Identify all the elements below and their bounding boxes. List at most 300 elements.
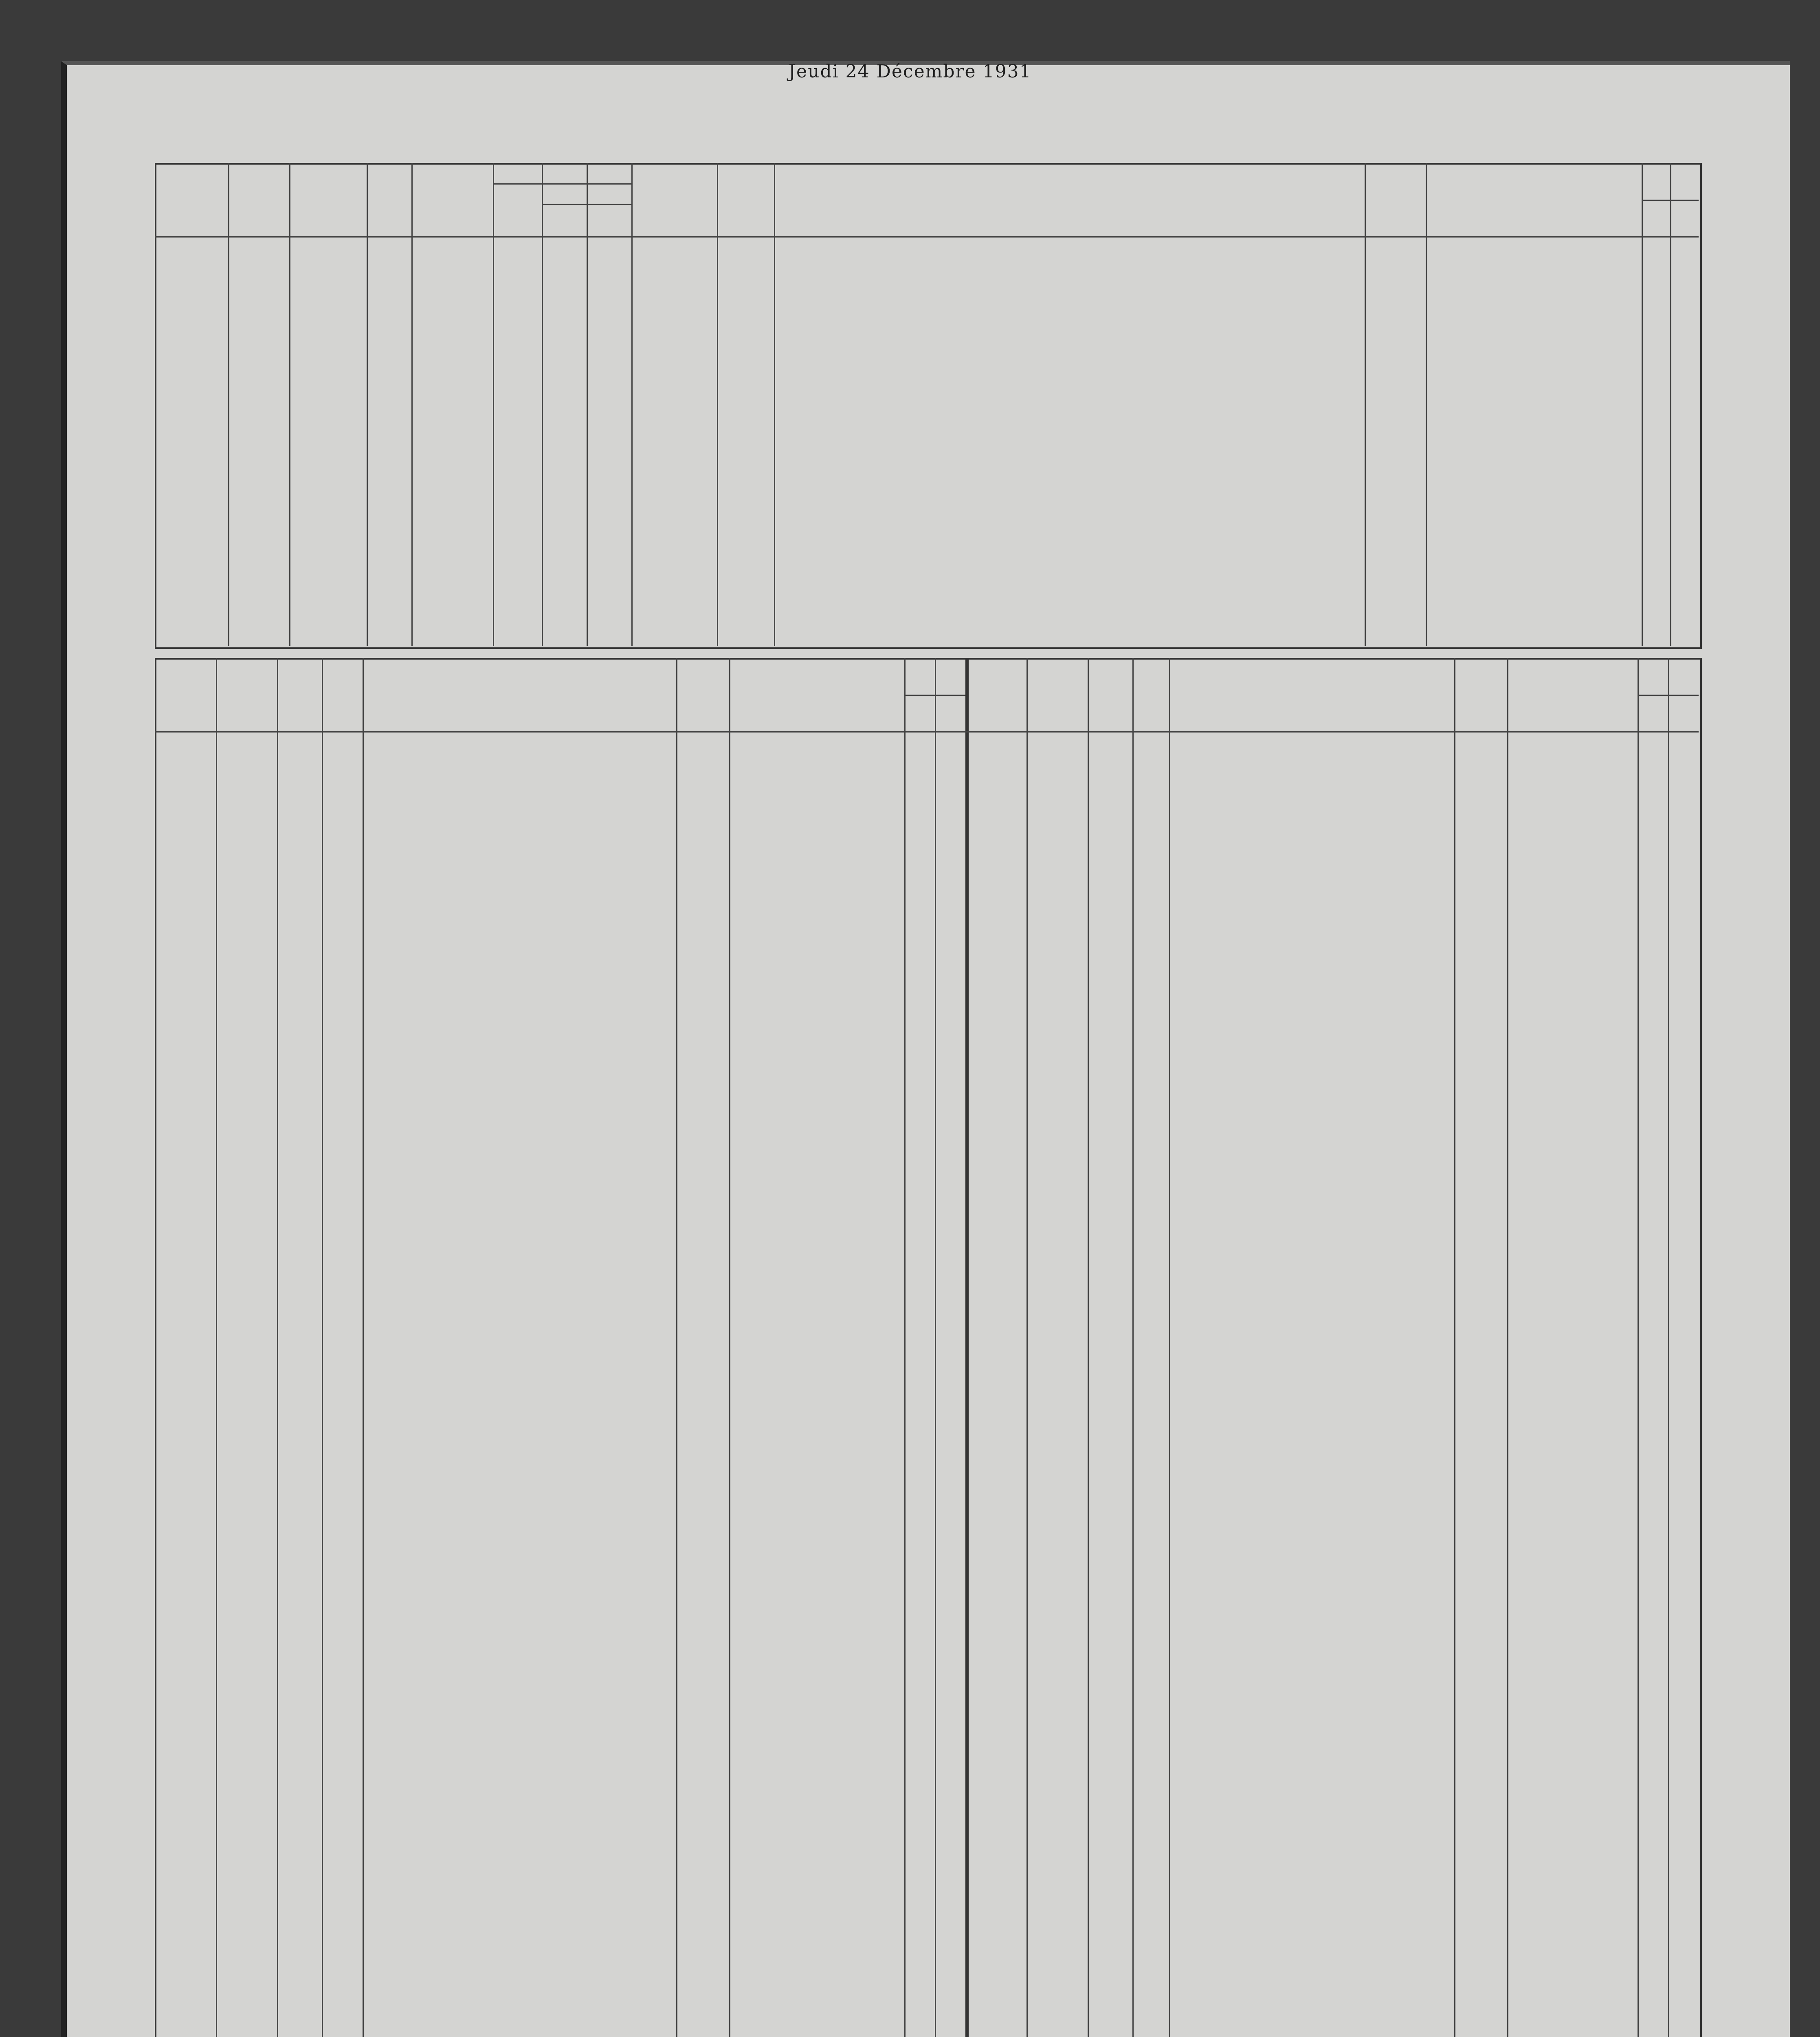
credit-foncier-row-c	[1090, 1754, 1130, 1775]
colonies-row-d	[1029, 898, 1086, 915]
credit-foncier-row-c	[1090, 1969, 1130, 1990]
top-row-brut	[544, 381, 584, 399]
top-row-comptant	[1428, 361, 1639, 378]
seine-paris-row-cp	[1509, 1456, 1635, 1478]
seine-paris-row-b	[1670, 1326, 1697, 1348]
top-row-haut	[1644, 340, 1668, 358]
top-row-brut	[544, 259, 584, 277]
colonies-row-n	[967, 880, 1024, 898]
seine-paris-row-j	[1456, 1110, 1505, 1132]
left-row-j	[678, 1351, 727, 1368]
top-header-exercice	[493, 183, 542, 236]
top-row-periode	[231, 340, 287, 358]
top-row-montant	[157, 259, 226, 277]
left-row-b	[937, 1436, 963, 1453]
credit-foncier-row-n	[967, 1969, 1024, 1990]
seine-paris-row-b	[1670, 1391, 1697, 1413]
left-row-c	[279, 887, 320, 904]
left-row-cp	[731, 1591, 902, 1608]
top-row-ex	[495, 340, 539, 358]
left-row-d	[218, 1196, 275, 1213]
top-row-designation	[776, 591, 1362, 609]
seine-paris-row-j	[1456, 1261, 1505, 1283]
seine-paris-row-b	[1670, 1499, 1697, 1521]
left-row-v	[324, 1179, 360, 1196]
left-row-d	[218, 1883, 275, 1900]
seine-paris-row-des	[1171, 1132, 1452, 1153]
top-row-epoque	[414, 509, 490, 527]
left-row-d	[218, 1041, 275, 1058]
left-row-c	[279, 1711, 320, 1728]
seine-paris-row-des	[1171, 1175, 1452, 1197]
left-row-n	[157, 1436, 214, 1453]
left-row-j	[678, 1934, 727, 1951]
left-row-h	[906, 1831, 933, 1848]
left-row-cp	[731, 973, 902, 990]
seine-paris-row-d	[1029, 1370, 1086, 1391]
seine-paris-row-j	[1456, 1153, 1505, 1175]
colonies-row-j	[1456, 934, 1505, 952]
seine-paris-row-c	[1090, 1240, 1130, 1261]
colonies-row-j	[1456, 880, 1505, 898]
credit-foncier-row-j	[1456, 1969, 1505, 1990]
left-row-n	[157, 1110, 214, 1127]
left-row-d	[218, 1694, 275, 1711]
seine-paris-row-c	[1090, 1153, 1130, 1175]
colonies-row-h	[1640, 843, 1666, 861]
top-row-cloture	[719, 570, 772, 588]
left-row-cp	[731, 1883, 902, 1900]
left-row-des	[365, 1728, 674, 1745]
left-row-b	[937, 1196, 963, 1213]
left-row-b	[937, 1522, 963, 1539]
credit-foncier-row-j	[1456, 1840, 1505, 1861]
top-row-designation	[776, 611, 1362, 629]
left-row-b	[937, 1573, 963, 1590]
left-row-cp	[731, 1058, 902, 1076]
top-row-epoque	[414, 611, 490, 629]
top-header-cours	[631, 163, 717, 236]
left-row-b	[937, 1024, 963, 1041]
left-row-cp	[731, 1728, 902, 1745]
left-row-d	[218, 1385, 275, 1402]
left-row-n	[157, 1539, 214, 1556]
seine-paris-row-b	[1670, 1218, 1697, 1240]
left-row-des	[365, 1642, 674, 1659]
seine-paris-row-b	[1670, 1175, 1697, 1197]
credit-foncier-row-c	[1090, 1904, 1130, 1925]
top-row-tirages	[292, 259, 364, 277]
left-row-d	[218, 1247, 275, 1265]
credit-foncier-row-b	[1670, 1711, 1697, 1732]
credit-foncier-row-j	[1456, 1883, 1505, 1904]
left-row-v	[324, 1934, 360, 1951]
left-row-h	[906, 1676, 933, 1694]
left-row-h	[906, 1247, 933, 1265]
credit-foncier-row-d	[1029, 1733, 1086, 1754]
credit-foncier-row-des	[1171, 1690, 1452, 1711]
top-row-periode	[231, 591, 287, 609]
left-row-des	[365, 1951, 674, 1968]
left-row-j	[678, 1041, 727, 1058]
left-row-c	[279, 1659, 320, 1676]
top-row-montant	[157, 550, 226, 568]
credit-foncier-row-c	[1090, 1990, 1130, 2011]
left-row-n	[157, 990, 214, 1007]
left-row-h	[906, 2003, 933, 2020]
left-row-v	[324, 1436, 360, 1453]
seine-paris-row-b	[1670, 1261, 1697, 1283]
seine-paris-row-j	[1456, 1132, 1505, 1153]
left-row-b	[937, 1402, 963, 1419]
left-row-d	[218, 1454, 275, 1471]
credit-foncier-row-b	[1670, 1668, 1697, 1689]
colonies-row-cp	[1509, 898, 1635, 915]
left-row-h	[906, 956, 933, 973]
top-row-ex	[495, 591, 539, 609]
seine-paris-row-cp	[1509, 1153, 1635, 1175]
left-row-j	[678, 939, 727, 956]
seine-paris-row-n	[967, 1240, 1024, 1261]
left-row-c	[279, 990, 320, 1007]
left-row-d	[218, 1144, 275, 1161]
left-row-cp	[731, 1299, 902, 1316]
seine-paris-row-cp	[1509, 1586, 1635, 1607]
seine-paris-row-b	[1670, 1348, 1697, 1369]
top-row-net	[589, 381, 629, 399]
seine-paris-row-c	[1090, 1413, 1130, 1434]
left-row-d	[218, 904, 275, 921]
left-row-d	[218, 1745, 275, 1762]
left-row-b	[937, 1419, 963, 1436]
left-row-des	[365, 1196, 674, 1213]
seine-paris-row-b	[1670, 1304, 1697, 1326]
left-row-des	[365, 1144, 674, 1161]
credit-foncier-row-n	[967, 2011, 1024, 2033]
seine-paris-row-b	[1670, 1370, 1697, 1391]
top-row-jouis	[1367, 611, 1423, 629]
seine-paris-row-h	[1640, 1391, 1666, 1413]
left-row-v	[324, 1986, 360, 2003]
left-row-v	[324, 1883, 360, 1900]
colonies-row-j	[1456, 825, 1505, 843]
left-row-j	[678, 990, 727, 1007]
left-row-des	[365, 1591, 674, 1608]
left-row-cp	[731, 1076, 902, 1093]
left-row-c	[279, 1213, 320, 1230]
left-row-des	[365, 1127, 674, 1144]
credit-foncier-row-h	[1640, 1840, 1666, 1861]
top-row-tirages	[292, 279, 364, 297]
seine-paris-row-b	[1670, 1413, 1697, 1434]
top-row-ex	[495, 530, 539, 548]
left-row-n	[157, 973, 214, 990]
left-row-j	[678, 1110, 727, 1127]
left-row-v	[324, 1007, 360, 1024]
colonies-row-j	[1456, 843, 1505, 861]
seine-paris-row-n	[967, 1283, 1024, 1304]
right-header-designation	[1169, 658, 1454, 731]
colonies-row-n	[967, 988, 1024, 1006]
seine-paris-row-c	[1090, 1586, 1130, 1607]
credit-foncier-row-j	[1456, 2011, 1505, 2033]
left-row-des	[365, 1110, 674, 1127]
right-column-rule	[1169, 658, 1170, 2037]
credit-foncier-row-des	[1171, 1775, 1452, 1797]
credit-foncier-row-h	[1640, 1904, 1666, 1925]
colonies-row-h	[1640, 952, 1666, 970]
seine-paris-row-b	[1670, 1542, 1697, 1564]
top-row-cloture	[719, 489, 772, 507]
top-row-taux	[369, 399, 409, 417]
credit-foncier-row-des	[1171, 1668, 1452, 1689]
top-row-montant	[157, 591, 226, 609]
credit-foncier-row-j	[1456, 1711, 1505, 1732]
left-row-j	[678, 2020, 727, 2037]
left-row-b	[937, 1488, 963, 1505]
seine-paris-row-cp	[1509, 1564, 1635, 1586]
credit-foncier-row-cp	[1509, 1969, 1635, 1990]
right-header-coupon	[1088, 658, 1132, 731]
left-row-v	[324, 1797, 360, 1814]
top-row-designation	[776, 399, 1362, 417]
top-row-brut	[544, 550, 584, 568]
top-row-cloture	[719, 361, 772, 378]
left-row-des	[365, 1986, 674, 2003]
left-row-cp	[731, 1196, 902, 1213]
left-row-n	[157, 1488, 214, 1505]
top-row-net	[589, 279, 629, 297]
left-row-cp	[731, 1745, 902, 1762]
top-header-taux	[367, 163, 411, 236]
top-row-comptant	[1428, 509, 1639, 527]
left-row-c	[279, 1762, 320, 1780]
left-row-cp	[731, 1179, 902, 1196]
left-row-h	[906, 1454, 933, 1471]
colonies-row-n	[967, 843, 1024, 861]
left-row-v	[324, 1591, 360, 1608]
left-row-j	[678, 1179, 727, 1196]
colonies-row-d	[1029, 970, 1086, 988]
colonies-row-b	[1670, 970, 1697, 988]
seine-paris-row-c	[1090, 1348, 1130, 1369]
left-row-n	[157, 1694, 214, 1711]
top-row-brut	[544, 591, 584, 609]
left-row-c	[279, 1179, 320, 1196]
left-row-cp	[731, 1007, 902, 1024]
left-column-rule	[277, 658, 278, 2037]
colonies-row-c	[1090, 861, 1130, 879]
credit-foncier-row-j	[1456, 1947, 1505, 1968]
left-row-j	[678, 1471, 727, 1488]
left-row-des	[365, 1316, 674, 1333]
left-row-c	[279, 1161, 320, 1179]
top-row-taux	[369, 361, 409, 378]
seine-paris-row-b	[1670, 1153, 1697, 1175]
left-row-j	[678, 870, 727, 887]
left-header-comptant	[729, 658, 904, 731]
left-row-b	[937, 1556, 963, 1573]
left-row-h	[906, 1780, 933, 1797]
left-row-v	[324, 1522, 360, 1539]
seine-paris-row-cp	[1509, 1175, 1635, 1197]
left-row-des	[365, 1247, 674, 1265]
credit-foncier-row-n	[967, 1840, 1024, 1861]
top-row-periode	[231, 550, 287, 568]
left-row-v	[324, 1316, 360, 1333]
left-row-des	[365, 1058, 674, 1076]
left-row-d	[218, 1591, 275, 1608]
left-row-h	[906, 1282, 933, 1299]
top-row-epoque	[414, 320, 490, 338]
seine-paris-row-cp	[1509, 1499, 1635, 1521]
seine-paris-row-j	[1456, 1304, 1505, 1326]
left-row-h	[906, 1144, 933, 1161]
top-row-periode	[231, 530, 287, 548]
left-row-v	[324, 1247, 360, 1265]
left-row-c	[279, 1282, 320, 1299]
seine-paris-row-n	[967, 1175, 1024, 1197]
top-row-epoque	[414, 530, 490, 548]
left-row-c	[279, 1865, 320, 1883]
seine-paris-row-j	[1456, 1218, 1505, 1240]
left-row-c	[279, 1127, 320, 1144]
credit-foncier-row-d	[1029, 1883, 1086, 1904]
left-row-d	[218, 1213, 275, 1230]
credit-foncier-row-h	[1640, 1947, 1666, 1968]
left-row-h	[906, 870, 933, 887]
credit-foncier-row-n	[967, 1925, 1024, 1947]
left-row-b	[937, 1591, 963, 1608]
top-row-taux	[369, 469, 409, 486]
left-row-c	[279, 1419, 320, 1436]
seine-paris-row-cp	[1509, 1370, 1635, 1391]
colonies-row-d	[1029, 1006, 1086, 1024]
seine-paris-row-c	[1090, 1218, 1130, 1240]
left-row-des	[365, 1883, 674, 1900]
seine-paris-row-b	[1670, 1197, 1697, 1218]
credit-foncier-row-cp	[1509, 1775, 1635, 1797]
seine-paris-row-d	[1029, 1434, 1086, 1456]
seine-paris-row-n	[967, 1132, 1024, 1153]
left-row-v	[324, 1625, 360, 1642]
seine-paris-row-h	[1640, 1434, 1666, 1456]
seine-paris-row-d	[1029, 1283, 1086, 1304]
left-row-d	[218, 1969, 275, 1986]
credit-foncier-row-n	[967, 1947, 1024, 1968]
left-row-v	[324, 939, 360, 956]
colonies-row-h	[1640, 988, 1666, 1006]
top-row-jouis	[1367, 570, 1423, 588]
top-row-jouis	[1367, 320, 1423, 338]
left-column-rule	[322, 658, 323, 2037]
left-row-n	[157, 1522, 214, 1539]
left-row-v	[324, 1351, 360, 1368]
colonies-row-des	[1171, 843, 1452, 861]
left-row-h	[906, 1883, 933, 1900]
left-row-n	[157, 1986, 214, 2003]
colonies-row-cp	[1509, 861, 1635, 879]
credit-foncier-row-d	[1029, 1925, 1086, 1947]
left-row-cp	[731, 1041, 902, 1058]
left-row-des	[365, 1368, 674, 1385]
right-column-rule	[1668, 658, 1669, 2037]
left-column-rule	[904, 658, 906, 2037]
left-row-j	[678, 1694, 727, 1711]
top-row-epoque	[414, 424, 490, 442]
seine-paris-row-des	[1171, 1413, 1452, 1434]
left-row-des	[365, 1848, 674, 1865]
left-row-b	[937, 870, 963, 887]
seine-paris-row-j	[1456, 1326, 1505, 1348]
left-row-c	[279, 921, 320, 938]
top-row-taux	[369, 299, 409, 317]
left-row-b	[937, 1934, 963, 1951]
top-header-tirages	[289, 163, 367, 236]
seine-paris-row-h	[1640, 1283, 1666, 1304]
top-row-net	[589, 489, 629, 507]
top-row-designation	[776, 299, 1362, 317]
right-header-extremes	[1638, 658, 1699, 695]
left-row-des	[365, 1333, 674, 1351]
left-row-des	[365, 1676, 674, 1694]
left-row-c	[279, 1676, 320, 1694]
left-row-b	[937, 1144, 963, 1161]
credit-foncier-row-c	[1090, 1797, 1130, 1818]
seine-paris-row-d	[1029, 1391, 1086, 1413]
top-row-jouis	[1367, 424, 1423, 442]
seine-paris-row-cp	[1509, 1132, 1635, 1153]
top-row-comptant	[1428, 570, 1639, 588]
top-header-pl-haut	[1642, 200, 1670, 236]
left-row-n	[157, 956, 214, 973]
credit-foncier-row-des	[1171, 1969, 1452, 1990]
left-row-c	[279, 1368, 320, 1385]
left-row-d	[218, 973, 275, 990]
left-row-j	[678, 1488, 727, 1505]
top-row-bas	[1673, 550, 1696, 568]
top-row-montant	[157, 570, 226, 588]
credit-foncier-row-b	[1670, 1990, 1697, 2011]
seine-paris-row-c	[1090, 1132, 1130, 1153]
top-row-tirages	[292, 611, 364, 629]
credit-foncier-row-n	[967, 1690, 1024, 1711]
left-row-j	[678, 1419, 727, 1436]
left-row-d	[218, 1505, 275, 1522]
seine-paris-row-n	[967, 1521, 1024, 1542]
credit-foncier-row-c	[1090, 2011, 1130, 2033]
left-row-d	[218, 1333, 275, 1351]
left-row-d	[218, 1934, 275, 1951]
left-row-v	[324, 1762, 360, 1780]
credit-foncier-row-c	[1090, 1947, 1130, 1968]
credit-foncier-row-b	[1670, 1754, 1697, 1775]
left-row-c	[279, 1436, 320, 1453]
left-row-d	[218, 921, 275, 938]
left-row-j	[678, 1676, 727, 1694]
seine-paris-row-c	[1090, 1370, 1130, 1391]
top-row-jouis	[1367, 259, 1423, 277]
left-row-cp	[731, 1676, 902, 1694]
left-row-d	[218, 1058, 275, 1076]
seine-paris-row-n	[967, 1564, 1024, 1586]
top-row-taux	[369, 530, 409, 548]
left-row-n	[157, 1196, 214, 1213]
top-row-cloture	[719, 299, 772, 317]
left-row-n	[157, 1230, 214, 1247]
left-row-h	[906, 1196, 933, 1213]
left-row-c	[279, 1951, 320, 1968]
